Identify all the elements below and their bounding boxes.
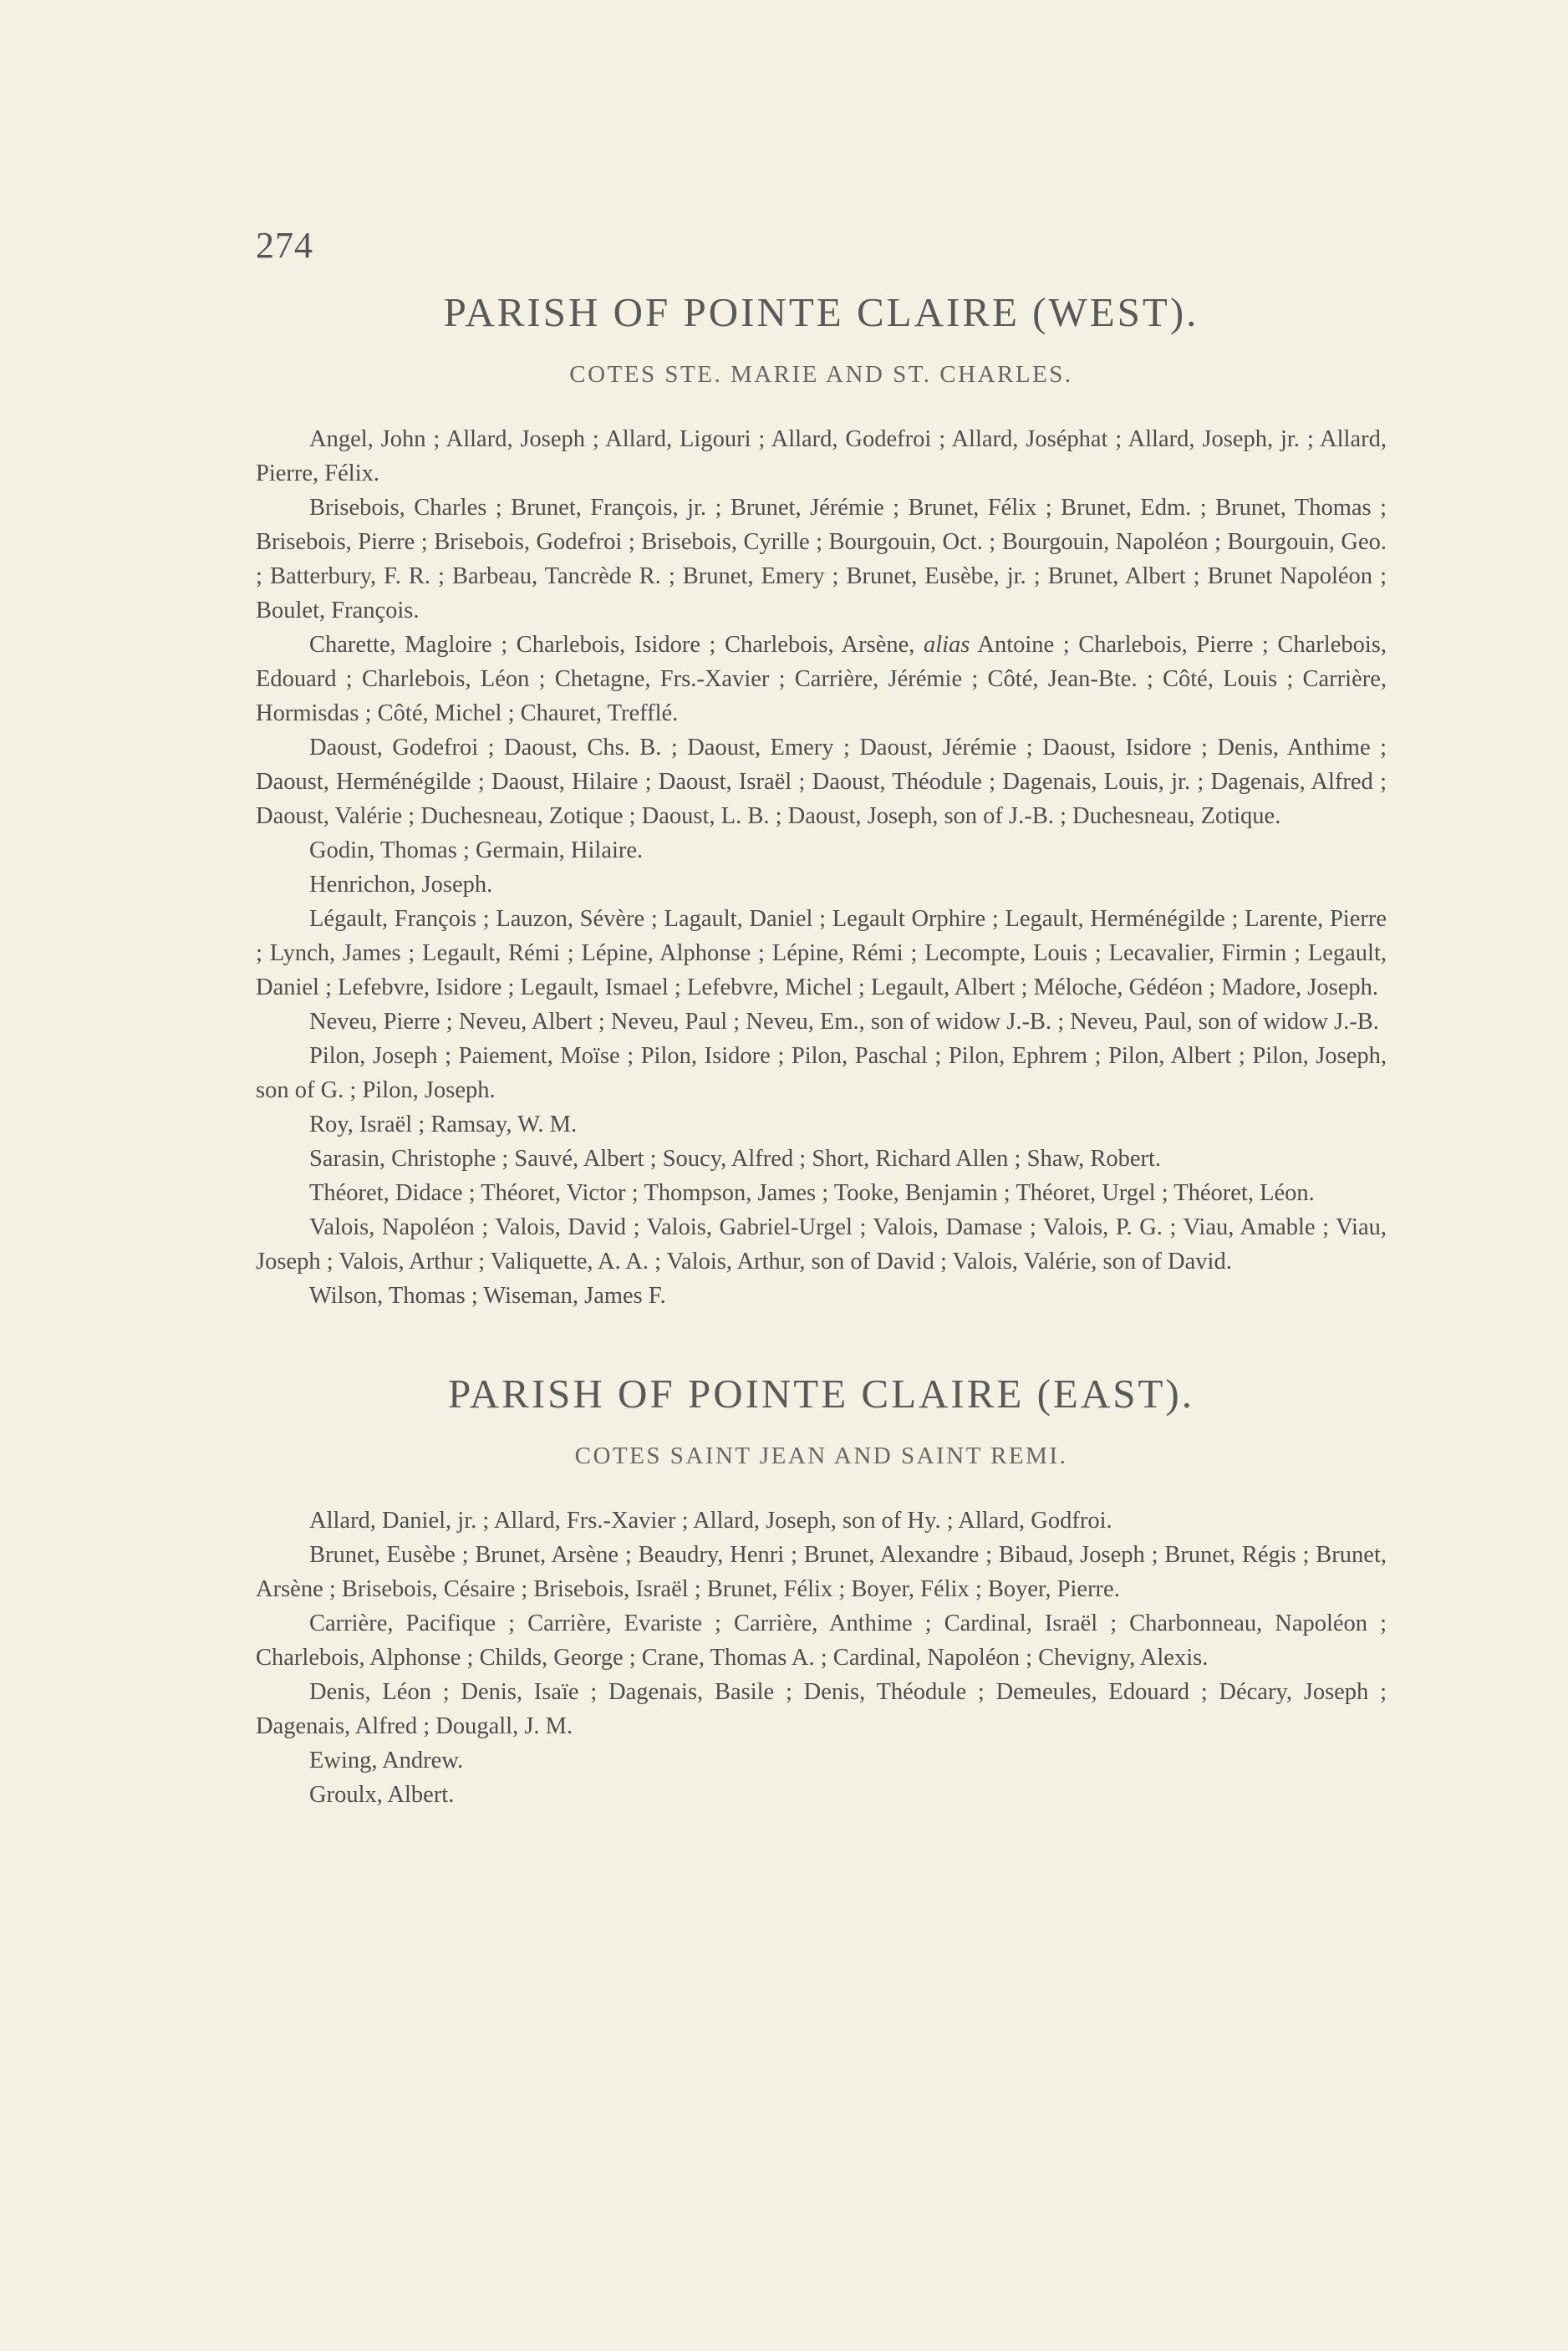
names-paragraph-v: Valois, Napoléon ; Valois, David ; Valois, Gabriel-Urgel ; Valois, Damase ; Valois, P. G. ; Viau, Amable ; Viau, Joseph ; Valois, Arthur ; Valiquette, A. A. ; Valois, Arthur, son of David ; Valois, Valérie, son of David.: [256, 1214, 1387, 1275]
names-paragraph-n: Neveu, Pierre ; Neveu, Albert ; Neveu, Paul ; Neveu, Em., son of widow J.-B. ; Neveu, Paul, son of widow J.-B.: [309, 1008, 1379, 1035]
section-title: PARISH OF POINTE CLAIRE (EAST).: [448, 1370, 1194, 1417]
alias-word: alias: [923, 631, 970, 658]
names-paragraph-e: Ewing, Andrew.: [309, 1747, 464, 1773]
names-paragraph-p: Pilon, Joseph ; Paiement, Moïse ; Pilon, Isidore ; Pilon, Paschal ; Pilon, Ephrem ; Pilon, Albert ; Pilon, Joseph, son of G. ; Pilon, Joseph.: [256, 1042, 1387, 1103]
names-paragraph-t: Théoret, Didace ; Théoret, Victor ; Thompson, James ; Tooke, Benjamin ; Théoret, Urgel ; Théoret, Léon.: [309, 1179, 1315, 1206]
page-number: 274: [256, 225, 313, 266]
section-west: [256, 288, 1387, 1313]
section-east: [256, 1370, 1387, 1812]
section-subtitle: COTES STE. MARIE AND ST. CHARLES.: [569, 360, 1073, 388]
names-paragraph-b: Brisebois, Charles ; Brunet, François, jr. ; Brunet, Jérémie ; Brunet, Félix ; Brunet, Edm. ; Brunet, Thomas ; Brisebois, Pierre ; Brisebois, Godefroi ; Brisebois, Cyrille ; Bourgouin, Oct. ; Bourgouin, Napoléon ; Bourgouin, Geo. ; Batterbury, F. R. ; Barbeau, Tancrède R. ; Brunet, Emery ; Brunet, Eusèbe, jr. ; Brunet, Albert ; Brunet Napoléon ; Boulet, François.: [256, 494, 1387, 623]
names-paragraph-s: Sarasin, Christophe ; Sauvé, Albert ; Soucy, Alfred ; Short, Richard Allen ; Shaw, Robert.: [309, 1145, 1162, 1172]
section-subtitle: COTES SAINT JEAN AND SAINT REMI.: [574, 1442, 1068, 1469]
names-paragraph-c: Carrière, Pacifique ; Carrière, Evariste ; Carrière, Anthime ; Cardinal, Israël ; Charbonneau, Napoléon ; Charlebois, Alphonse ; Childs, George ; Crane, Thomas A. ; Cardinal, Napoléon ; Chevigny, Alexis.: [256, 1610, 1387, 1671]
names-paragraph-g: Groulx, Albert.: [309, 1781, 455, 1808]
names-paragraph-b: Brunet, Eusèbe ; Brunet, Arsène ; Beaudry, Henri ; Brunet, Alexandre ; Bibaud, Joseph ; Brunet, Régis ; Brunet, Arsène ; Brisebois, Césaire ; Brisebois, Israël ; Brunet, Félix ; Boyer, Félix ; Boyer, Pierre.: [256, 1541, 1387, 1602]
names-paragraph-w: Wilson, Thomas ; Wiseman, James F.: [309, 1282, 666, 1309]
names-paragraph-a: Allard, Daniel, jr. ; Allard, Frs.-Xavier ; Allard, Joseph, son of Hy. ; Allard, Godfroi.: [309, 1507, 1112, 1534]
names-paragraph-c: Charette, Magloire ; Charlebois, Isidore ; Charlebois, Arsène, alias Antoine ; Charlebois, Pierre ; Charlebois, Edouard ; Charlebois, Léon ; Chetagne, Frs.-Xavier ; Carrière, Jérémie ; Côté, Jean-Bte. ; Côté, Louis ; Carrière, Hormisdas ; Côté, Michel ; Chauret, Trefflé.: [256, 631, 1387, 726]
names-paragraph-g: Godin, Thomas ; Germain, Hilaire.: [309, 837, 644, 863]
page-content: [256, 288, 1387, 1812]
names-paragraph-a: Angel, John ; Allard, Joseph ; Allard, Ligouri ; Allard, Godefroi ; Allard, Joséphat ; Allard, Joseph, jr. ; Allard, Pierre, Félix.: [256, 425, 1387, 486]
names-paragraph-r: Roy, Israël ; Ramsay, W. M.: [309, 1111, 578, 1137]
names-paragraph-d: Daoust, Godefroi ; Daoust, Chs. B. ; Daoust, Emery ; Daoust, Jérémie ; Daoust, Isidore ; Denis, Anthime ; Daoust, Herménégilde ; Daoust, Hilaire ; Daoust, Israël ; Daoust, Théodule ; Dagenais, Louis, jr. ; Dagenais, Alfred ; Daoust, Valérie ; Duchesneau, Zotique ; Daoust, L. B. ; Daoust, Joseph, son of J.-B. ; Duchesneau, Zotique.: [256, 734, 1387, 829]
names-paragraph-h: Henrichon, Joseph.: [309, 871, 493, 898]
names-paragraph-d: Denis, Léon ; Denis, Isaïe ; Dagenais, Basile ; Denis, Théodule ; Demeules, Edouard ; Décary, Joseph ; Dagenais, Alfred ; Dougall, J. M.: [256, 1678, 1387, 1739]
section-title: PARISH OF POINTE CLAIRE (WEST).: [443, 289, 1199, 335]
names-paragraph-l: Légault, François ; Lauzon, Sévère ; Lagault, Daniel ; Legault Orphire ; Legault, Herménégilde ; Larente, Pierre ; Lynch, James ; Legault, Rémi ; Lépine, Alphonse ; Lépine, Rémi ; Lecompte, Louis ; Lecavalier, Firmin ; Legault, Daniel ; Lefebvre, Isidore ; Legault, Ismael ; Lefebvre, Michel ; Legault, Albert ; Méloche, Gédéon ; Madore, Joseph.: [256, 905, 1387, 1000]
